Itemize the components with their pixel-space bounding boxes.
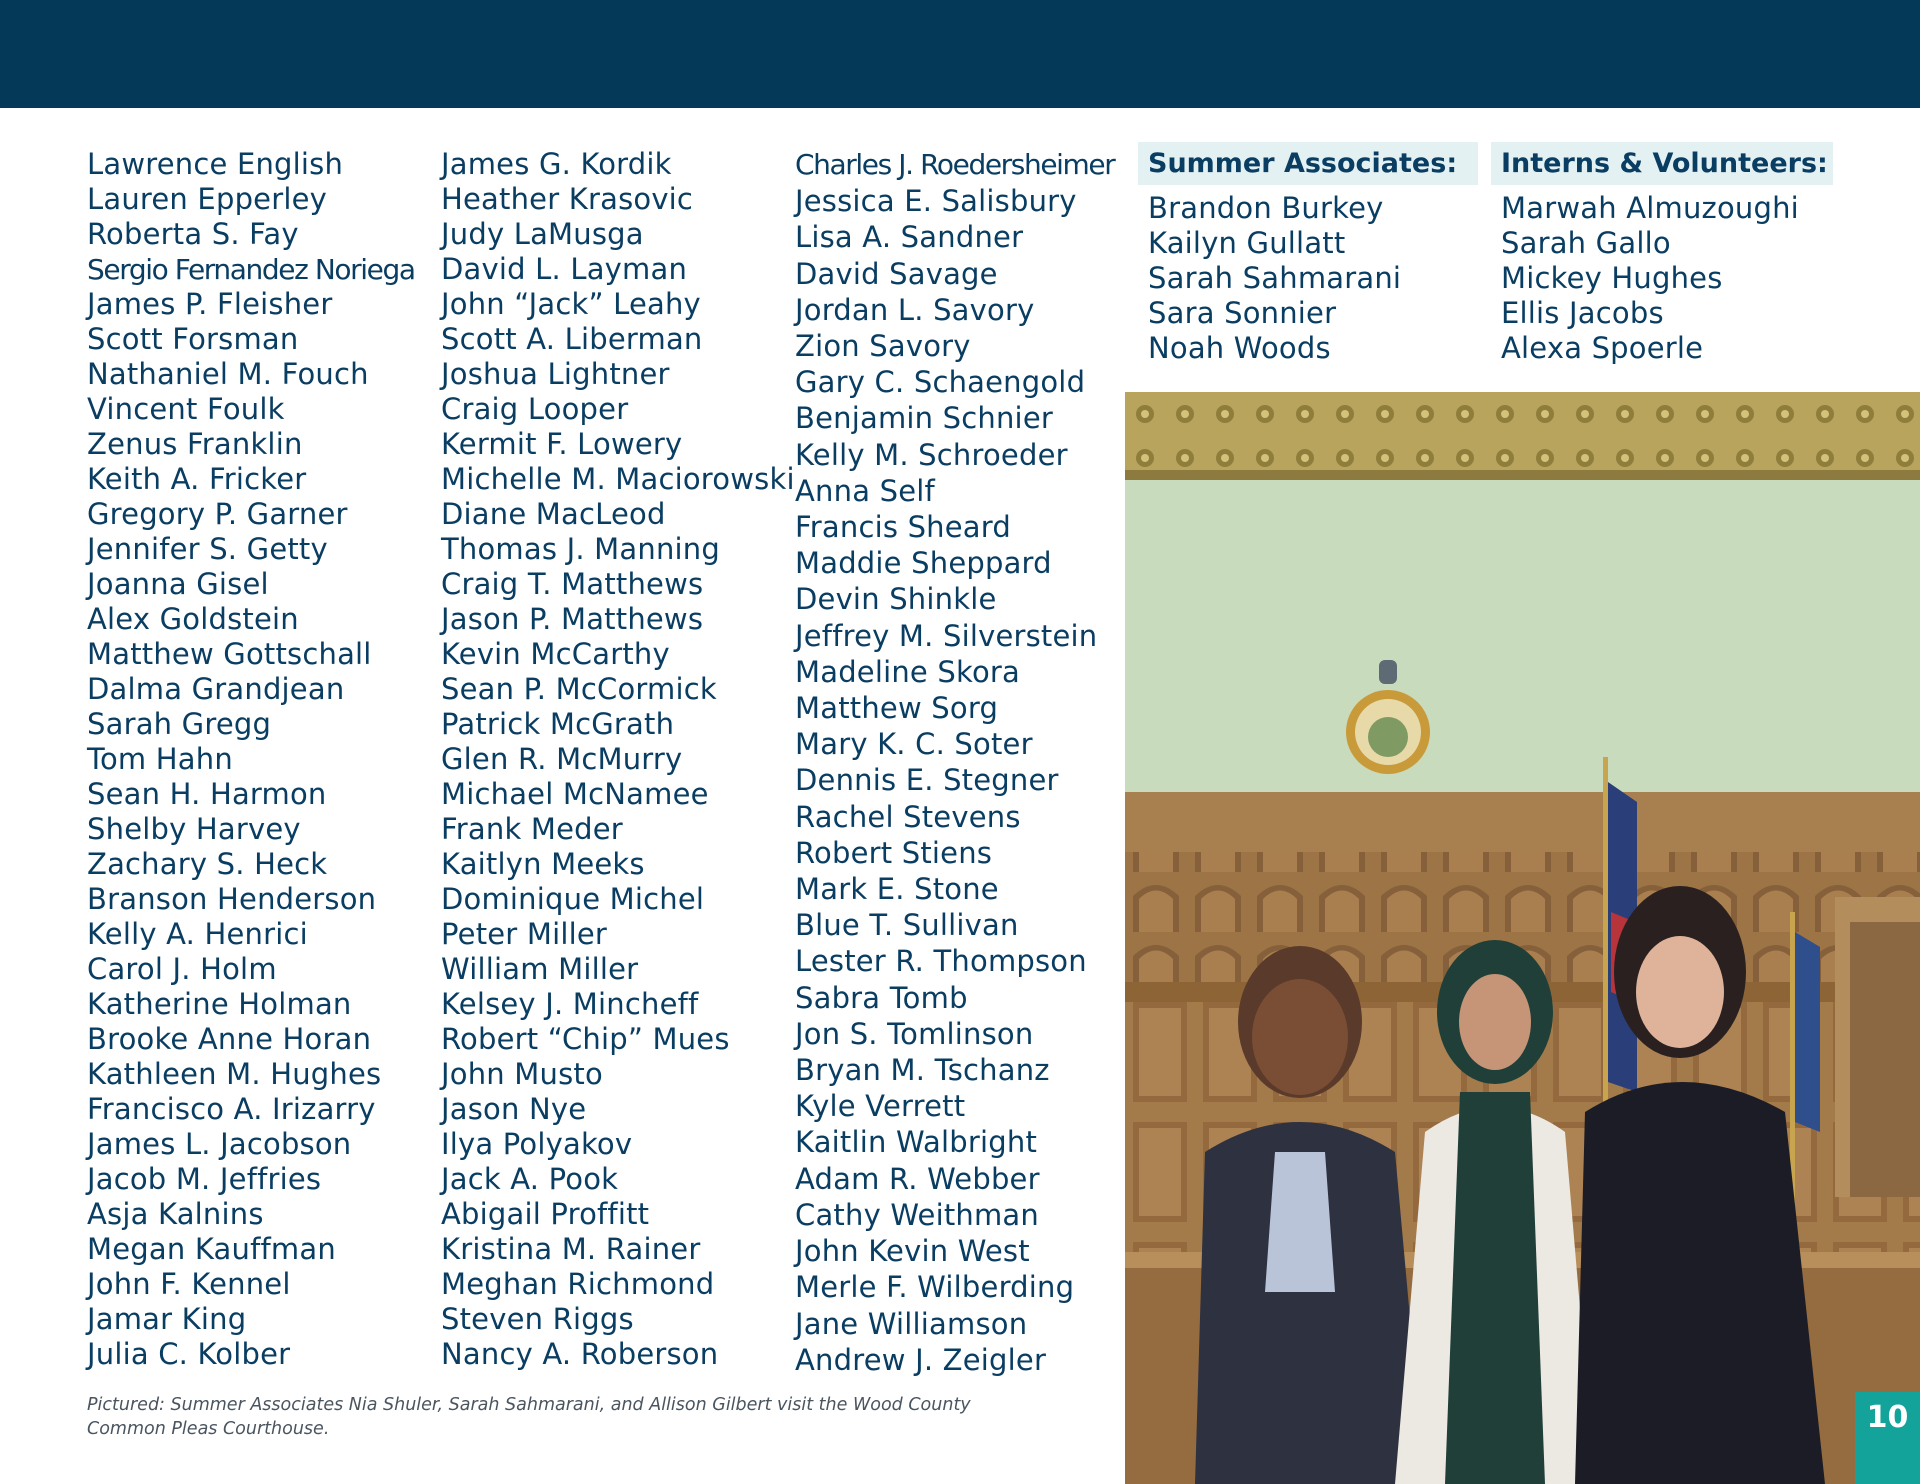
name-entry: Robert “Chip” Mues: [441, 1022, 730, 1056]
name-entry: Zenus Franklin: [87, 427, 303, 461]
name-entry: Kristina M. Rainer: [441, 1232, 701, 1266]
name-entry: Noah Woods: [1148, 331, 1331, 365]
name-entry: Judy LaMusga: [441, 217, 644, 251]
caption-line-2: Common Pleas Courthouse.: [87, 1419, 330, 1439]
name-entry: Shelby Harvey: [87, 812, 301, 846]
name-entry: Brandon Burkey: [1148, 191, 1384, 225]
name-entry: Kelly M. Schroeder: [795, 437, 1068, 472]
name-entry: Michelle M. Maciorowski: [441, 462, 795, 496]
name-entry: Sarah Gregg: [87, 707, 272, 741]
name-entry: Matthew Sorg: [795, 691, 999, 726]
photo-caption: [87, 1393, 1087, 1441]
name-entry: Sara Sonnier: [1148, 296, 1337, 330]
name-column-1: [87, 147, 415, 1372]
name-entry: Sergio Fernandez Noriega: [87, 253, 415, 286]
name-entry: Mark E. Stone: [795, 872, 999, 907]
name-entry: John F. Kennel: [87, 1267, 291, 1301]
name-entry: Michael McNamee: [441, 777, 709, 811]
name-entry: Dominique Michel: [441, 882, 705, 916]
name-entry: Kelly A. Henrici: [87, 917, 308, 951]
name-entry: Sean P. McCormick: [441, 672, 717, 706]
name-entry: Jack A. Pook: [441, 1162, 619, 1196]
name-entry: Kaitlin Walbright: [795, 1125, 1038, 1160]
name-entry: Nancy A. Roberson: [441, 1337, 719, 1371]
name-entry: Nathaniel M. Fouch: [87, 357, 369, 391]
courtroom-photo: [1125, 392, 1920, 1484]
name-entry: Lester R. Thompson: [795, 944, 1087, 979]
summer-associates-heading: Summer Associates:: [1138, 142, 1478, 185]
name-entry: Peter Miller: [441, 917, 608, 951]
name-entry: Tom Hahn: [87, 742, 233, 776]
name-entry: Jason P. Matthews: [441, 602, 704, 636]
name-entry: Steven Riggs: [441, 1302, 634, 1336]
caption-line-1: Pictured: Summer Associates Nia Shuler, Sarah Sahmarani, and Allison Gilbert visit the Wood County: [87, 1395, 971, 1415]
name-entry: David Savage: [795, 256, 998, 291]
header-bar: [0, 0, 1920, 108]
name-entry: Mickey Hughes: [1501, 261, 1723, 295]
name-entry: Benjamin Schnier: [795, 401, 1053, 436]
name-entry: Ellis Jacobs: [1501, 296, 1664, 330]
summer-associates-list: [1148, 191, 1401, 366]
name-entry: Asja Kalnins: [87, 1197, 264, 1231]
name-entry: Dennis E. Stegner: [795, 763, 1059, 798]
name-entry: John Musto: [441, 1057, 603, 1091]
name-entry: John “Jack” Leahy: [441, 287, 701, 321]
name-entry: Devin Shinkle: [795, 582, 997, 617]
name-entry: Maddie Sheppard: [795, 546, 1052, 581]
name-entry: Sarah Gallo: [1501, 226, 1671, 260]
name-entry: Jordan L. Savory: [795, 292, 1035, 327]
name-entry: Kailyn Gullatt: [1148, 226, 1346, 260]
name-entry: Vincent Foulk: [87, 392, 285, 426]
name-entry: Alex Goldstein: [87, 602, 299, 636]
name-entry: Zachary S. Heck: [87, 847, 328, 881]
name-entry: Julia C. Kolber: [87, 1337, 291, 1371]
name-entry: Cathy Weithman: [795, 1197, 1039, 1232]
name-entry: Ilya Polyakov: [441, 1127, 633, 1161]
name-entry: Merle F. Wilberding: [795, 1270, 1075, 1305]
name-entry: Francis Sheard: [795, 510, 1011, 545]
name-entry: Zion Savory: [795, 329, 971, 364]
name-entry: James L. Jacobson: [87, 1127, 352, 1161]
name-entry: Adam R. Webber: [795, 1161, 1040, 1196]
name-entry: Carol J. Holm: [87, 952, 277, 986]
name-entry: Sarah Sahmarani: [1148, 261, 1402, 295]
name-entry: Francisco A. Irizarry: [87, 1092, 376, 1126]
name-entry: Branson Henderson: [87, 882, 377, 916]
name-entry: Heather Krasovic: [441, 182, 694, 216]
name-entry: Joshua Lightner: [441, 357, 670, 391]
name-entry: Roberta S. Fay: [87, 217, 299, 251]
name-entry: Lauren Epperley: [87, 182, 327, 216]
name-entry: Jessica E. Salisbury: [795, 184, 1077, 219]
interns-volunteers-list: [1501, 191, 1799, 366]
name-entry: Matthew Gottschall: [87, 637, 372, 671]
name-entry: Lawrence English: [87, 147, 344, 181]
name-entry: Jamar King: [87, 1302, 247, 1336]
name-entry: James G. Kordik: [441, 147, 672, 181]
name-entry: Charles J. Roedersheimer: [795, 148, 1115, 181]
name-entry: Anna Self: [795, 473, 935, 508]
name-entry: Scott A. Liberman: [441, 322, 703, 356]
name-entry: Kyle Verrett: [795, 1089, 966, 1124]
name-entry: Abigail Proffitt: [441, 1197, 650, 1231]
name-entry: Gregory P. Garner: [87, 497, 348, 531]
name-entry: William Miller: [441, 952, 639, 986]
name-entry: David L. Layman: [441, 252, 688, 286]
name-entry: Craig T. Matthews: [441, 567, 704, 601]
name-entry: Lisa A. Sandner: [795, 220, 1024, 255]
name-entry: Blue T. Sullivan: [795, 908, 1019, 943]
name-entry: Jason Nye: [441, 1092, 587, 1126]
name-entry: Craig Looper: [441, 392, 629, 426]
name-entry: Patrick McGrath: [441, 707, 675, 741]
name-entry: Jeffrey M. Silverstein: [795, 618, 1098, 653]
name-entry: Marwah Almuzoughi: [1501, 191, 1799, 225]
name-entry: Kevin McCarthy: [441, 637, 670, 671]
name-entry: Bryan M. Tschanz: [795, 1053, 1050, 1088]
name-entry: Sean H. Harmon: [87, 777, 327, 811]
name-entry: Dalma Grandjean: [87, 672, 345, 706]
name-entry: Alexa Spoerle: [1501, 331, 1704, 365]
name-entry: John Kevin West: [795, 1234, 1030, 1269]
name-entry: Frank Meder: [441, 812, 623, 846]
name-entry: Gary C. Schaengold: [795, 365, 1086, 400]
name-entry: Scott Forsman: [87, 322, 299, 356]
name-column-2: [441, 147, 795, 1372]
interns-volunteers-heading: Interns & Volunteers:: [1491, 142, 1833, 185]
name-entry: Diane MacLeod: [441, 497, 666, 531]
name-entry: Mary K. C. Soter: [795, 727, 1033, 762]
name-entry: Kaitlyn Meeks: [441, 847, 645, 881]
name-entry: Thomas J. Manning: [441, 532, 720, 566]
name-entry: Kermit F. Lowery: [441, 427, 683, 461]
name-entry: Jon S. Tomlinson: [795, 1016, 1034, 1051]
name-entry: Kelsey J. Mincheff: [441, 987, 699, 1021]
page-number: 10: [1855, 1392, 1920, 1484]
name-entry: Jennifer S. Getty: [87, 532, 328, 566]
name-entry: Meghan Richmond: [441, 1267, 715, 1301]
name-entry: Jacob M. Jeffries: [87, 1162, 322, 1196]
name-entry: Sabra Tomb: [795, 980, 968, 1015]
name-column-3: [795, 147, 1114, 1378]
name-entry: Robert Stiens: [795, 835, 993, 870]
name-entry: Brooke Anne Horan: [87, 1022, 372, 1056]
name-entry: Madeline Skora: [795, 654, 1021, 689]
name-entry: Keith A. Fricker: [87, 462, 307, 496]
name-entry: Joanna Gisel: [87, 567, 269, 601]
name-entry: Megan Kauffman: [87, 1232, 336, 1266]
name-entry: Glen R. McMurry: [441, 742, 683, 776]
name-entry: Kathleen M. Hughes: [87, 1057, 382, 1091]
name-entry: Katherine Holman: [87, 987, 352, 1021]
name-entry: Jane Williamson: [795, 1306, 1028, 1341]
name-entry: James P. Fleisher: [87, 287, 333, 321]
name-entry: Rachel Stevens: [795, 799, 1021, 834]
name-entry: Andrew J. Zeigler: [795, 1342, 1047, 1377]
